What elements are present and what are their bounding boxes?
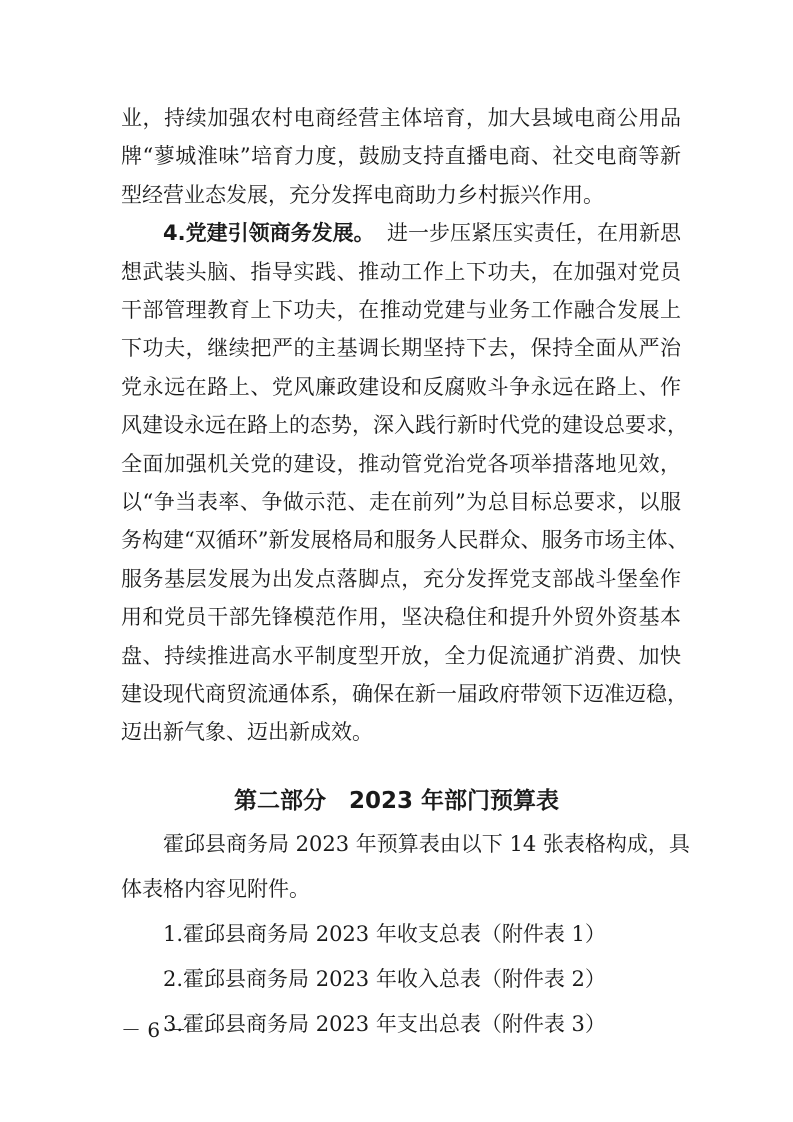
paragraph-line: 干部管理教育上下功夫，在推动党建与业务工作融合发展上 [121,298,681,322]
paragraph-line: 业，持续加强农村电商经营主体培育，加大县域电商公用品 [121,106,681,130]
section-heading: 第二部分 2023 年部门预算表 [233,788,560,814]
paragraph-line: 建设现代商贸流通体系，确保在新一届政府带领下迈准迈稳， [121,682,688,706]
paragraph-text: 进一步压紧压实责任，在用新思 [387,221,681,246]
paragraph-line: 下功夫，继续把严的主基调长期坚持下去，保持全面从严治 [121,336,681,361]
paragraph-line: 想武装头脑、指导实践、推动工作上下功夫，在加强对党员 [121,259,681,284]
paragraph-first-line [163,218,681,248]
list-item: 2.霍邱县商务局 2023 年收入总表（附件表 2） [163,967,606,991]
section-subtitle: 4.党建引领商务发展。 [163,221,375,246]
list-item: 1.霍邱县商务局 2023 年收支总表（附件表 1） [163,922,606,946]
paragraph-line: 盘、持续推进高水平制度型开放，全力促流通扩消费、加快 [121,643,681,668]
page-number: － 6 － [121,1018,187,1042]
paragraph-line: 服务基层发展为出发点落脚点，充分发挥党支部战斗堡垒作 [121,566,681,591]
list-item: 3.霍邱县商务局 2023 年支出总表（附件表 3） [163,1012,606,1036]
paragraph-line: 全面加强机关党的建设，推动管党治党各项举措落地见效， [121,451,681,476]
intro-line: 体表格内容见附件。 [121,877,310,901]
paragraph-line: 牌“蓼城淮味”培育力度，鼓励支持直播电商、社交电商等新 [121,144,681,169]
paragraph-line: 迈出新气象、迈出新成效。 [121,720,373,745]
intro-line: 霍邱县商务局 2023 年预算表由以下 14 张表格构成，具 [163,832,690,856]
paragraph-line: 党永远在路上、党风廉政建设和反腐败斗争永远在路上、作 [121,374,681,399]
paragraph-line: 以“争当表率、争做示范、走在前列”为总目标总要求，以服 [121,490,681,514]
paragraph-line: 型经营业态发展，充分发挥电商助力乡村振兴作用。 [121,182,604,207]
paragraph-line: 用和党员干部先锋模范作用，坚决稳住和提升外贸外资基本 [121,605,681,630]
paragraph-line: 务构建“双循环”新发展格局和服务人民群众、服务市场主体、 [121,528,689,553]
paragraph-line: 风建设永远在路上的态势，深入践行新时代党的建设总要求， [121,413,688,438]
